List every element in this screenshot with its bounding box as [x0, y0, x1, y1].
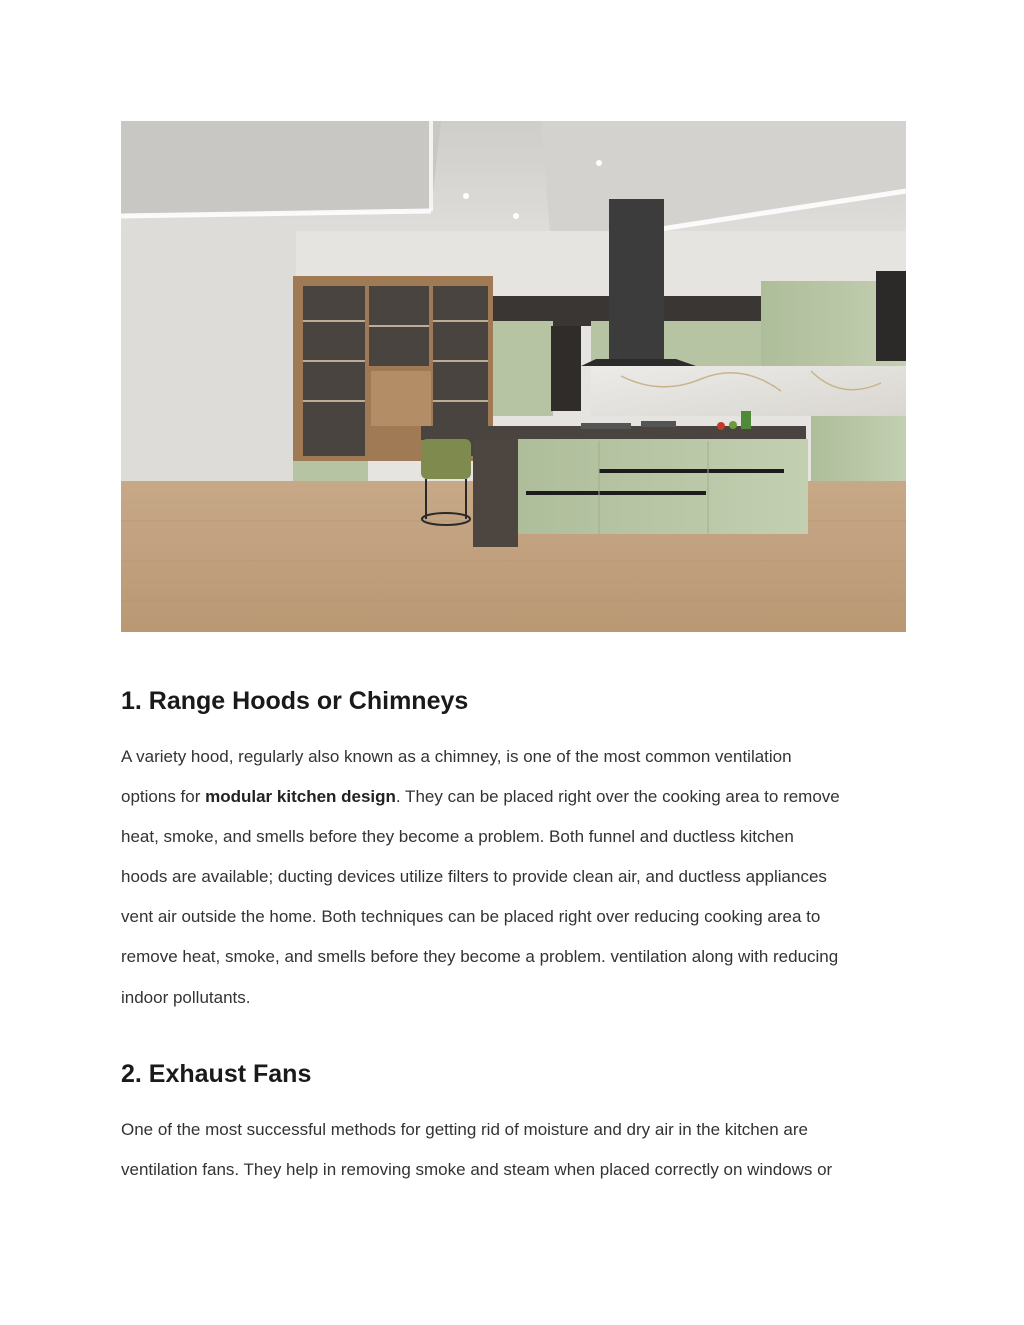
- paragraph-line: hoods are available; ducting devices utilize filters to provide clean air, and ductless appliances: [121, 867, 827, 887]
- paragraph-line: ventilation fans. They help in removing smoke and steam when placed correctly on windows or: [121, 1160, 833, 1180]
- kitchen-photo: [121, 121, 906, 632]
- section-paragraph: [121, 737, 911, 1018]
- paragraph-line: A variety hood, regularly also known as a chimney, is one of the most common ventilation: [121, 747, 792, 766]
- paragraph-line: vent air outside the home. Both techniques can be placed right over reducing cooking area to: [121, 907, 821, 927]
- paragraph-line: . They can be placed right over the cooking area to remove: [395, 787, 840, 807]
- bold-link-text: modular kitchen design: [205, 787, 396, 807]
- paragraph-line: options for: [121, 787, 206, 807]
- paragraph-line: One of the most successful methods for getting rid of moisture and dry air in the kitchen are: [121, 1120, 808, 1139]
- kitchen-illustration: [121, 121, 906, 632]
- paragraph-line: remove heat, smoke, and smells before they become a problem. ventilation along with reducing: [121, 947, 839, 967]
- paragraph-line: indoor pollutants.: [121, 987, 251, 1007]
- section-heading: 1. Range Hoods or Chimneys: [121, 687, 469, 715]
- paragraph-line: heat, smoke, and smells before they become a problem. Both funnel and ductless kitchen: [121, 827, 794, 847]
- section-paragraph: [121, 1110, 911, 1190]
- section-heading: 2. Exhaust Fans: [121, 1060, 312, 1088]
